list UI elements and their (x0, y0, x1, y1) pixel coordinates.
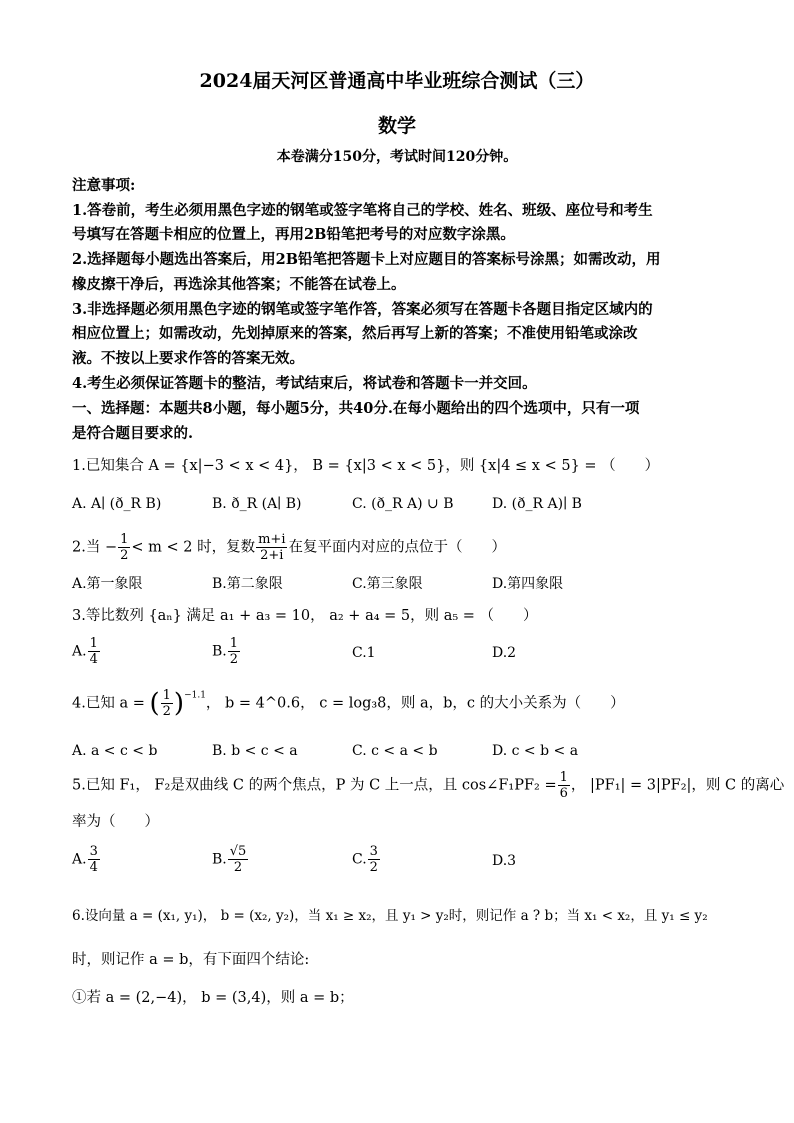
notice-line: 2.选择题每小题选出答案后，用2B铅笔把答题卡上对应题目的答案标号涂黑；如需改动，用 (72, 251, 661, 268)
notice-line: 橡皮擦干净后，再选涂其他答案；不能答在试卷上。 (72, 276, 406, 293)
q5-fraction: $\frac{1}{6}$ (559, 770, 568, 801)
section-heading: 一、选择题：本题共8小题，每小题5分，共40分.在每小题给出的四个选项中，只有一项 (72, 400, 640, 417)
q2-pre: 2.当 − (72, 539, 118, 556)
option-b: B.第二象限 (212, 576, 283, 592)
option-c: C. c < a < b (352, 743, 438, 759)
notice-line: 3.非选择题必须用黑色字迹的钢笔或签字笔作答，答案必须写在答题卡各题目指定区域内的 (72, 301, 653, 318)
option-d: D.2 (492, 645, 517, 661)
q4-left-paren: ( (149, 688, 160, 719)
notice-line: 1.答卷前，考生必须用黑色字迹的钢笔或签字笔将自己的学校、姓名、班级、座位号和考生 (72, 202, 653, 219)
q2-fraction-1: $\frac{1}{2}$ (120, 532, 129, 563)
question-5-stem-line2: 率为（ ） (72, 814, 159, 830)
question-2-options (72, 573, 732, 603)
option-d: D.3 (492, 853, 517, 869)
notice-line: 相应位置上；如需改动，先划掉原来的答案，然后再写上新的答案；不准使用铅笔或涂改 (72, 325, 638, 342)
option-c: C. $\frac{3}{2}$ (352, 844, 378, 875)
option-a: A. A∣ (ð_R B) (72, 496, 162, 512)
option-a: A. a < c < b (72, 743, 158, 759)
notice-line: 4.考生必须保证答题卡的整洁，考试结束后，将试卷和答题卡一并交回。 (72, 375, 537, 392)
notice-line: 液。不按以上要求作答的答案无效。 (72, 350, 304, 367)
option-c: C.1 (352, 645, 376, 661)
option-d: D. (ð_R A)∣ B (492, 496, 582, 512)
option-a: A. $\frac{3}{4}$ (72, 844, 98, 875)
option-a: A.第一象限 (72, 576, 143, 592)
option-b: B. b < c < a (212, 743, 298, 759)
section-heading: 是符合题目要求的. (72, 425, 194, 442)
option-a: A. $\frac{1}{4}$ (72, 636, 98, 667)
q2-post: 在复平面内对应的点位于（ ） (288, 539, 506, 556)
option-d: D. c < b < a (492, 743, 579, 759)
question-2-stem (72, 532, 732, 566)
option-b: B. ð_R (A∣ B) (212, 496, 302, 512)
option-b: B. $\frac{1}{2}$ (212, 636, 239, 667)
question-1-stem: 1.已知集合 A = {x|−3 < x < 4}， B = {x|3 < x < 5}，则 {x|4 ≤ x < 5} = （ ） (72, 458, 660, 474)
option-c: C. (ð_R A) ∪ B (352, 496, 454, 512)
question-6-stem-line2: 时，则记作 a = b，有下面四个结论: (72, 952, 310, 968)
exam-info: 本卷满分150分，考试时间120分钟。 (276, 149, 518, 165)
option-c: C.第三象限 (352, 576, 423, 592)
q4-exponent: −1.1 (184, 690, 206, 701)
q5-post: ， |PF₁| = 3|PF₂|，则 C 的离心 (570, 777, 785, 794)
question-6-conclusion-1: ①若 a = (2,−4)， b = (3,4)，则 a = b； (72, 990, 354, 1006)
notice-line: 号填写在答题卡相应的位置上，再用2B铅笔把考号的对应数字涂黑。 (72, 226, 515, 243)
q4-pre: 4.已知 a = (72, 695, 145, 712)
question-5-stem (72, 770, 785, 806)
question-3-options (72, 636, 732, 676)
q4-post: ， b = 4^0.6， c = log₃8，则 a，b，c 的大小关系为（ ） (205, 695, 625, 712)
question-4-options (72, 743, 732, 773)
q4-fraction: $\frac{1}{2}$ (162, 688, 171, 719)
question-6-stem: 6.设向量 a = (x₁, y₁)， b = (x₂, y₂)，当 x₁ ≥ x₂，且 y₁ > y₂时，则记作 a ? b；当 x₁ < x₂，且 y₁ ≤ y₂ (72, 908, 708, 924)
question-1-options (72, 496, 732, 526)
subject-title: 数学 (377, 115, 416, 137)
q2-mid: < m < 2 时，复数 (131, 539, 256, 556)
notice-heading: 注意事项: (72, 177, 136, 194)
option-b: B. $\frac{√5}{2}$ (212, 844, 247, 875)
question-4-stem (72, 688, 732, 728)
question-5-options (72, 844, 732, 884)
question-3-stem: 3.等比数列 {aₙ} 满足 a₁ + a₃ = 10， a₂ + a₄ = 5，则 a₅ = （ ） (72, 608, 538, 624)
q5-pre: 5.已知 F₁， F₂是双曲线 C 的两个焦点，P 为 C 上一点，且 cos∠F₁PF₂ = (72, 777, 557, 794)
q2-fraction-2: $\frac{m+i}{2+i}$ (258, 532, 286, 563)
q4-right-paren: ) (173, 688, 185, 719)
option-d: D.第四象限 (492, 576, 564, 592)
exam-title: 2024届天河区普通高中毕业班综合测试（三） (199, 70, 595, 92)
